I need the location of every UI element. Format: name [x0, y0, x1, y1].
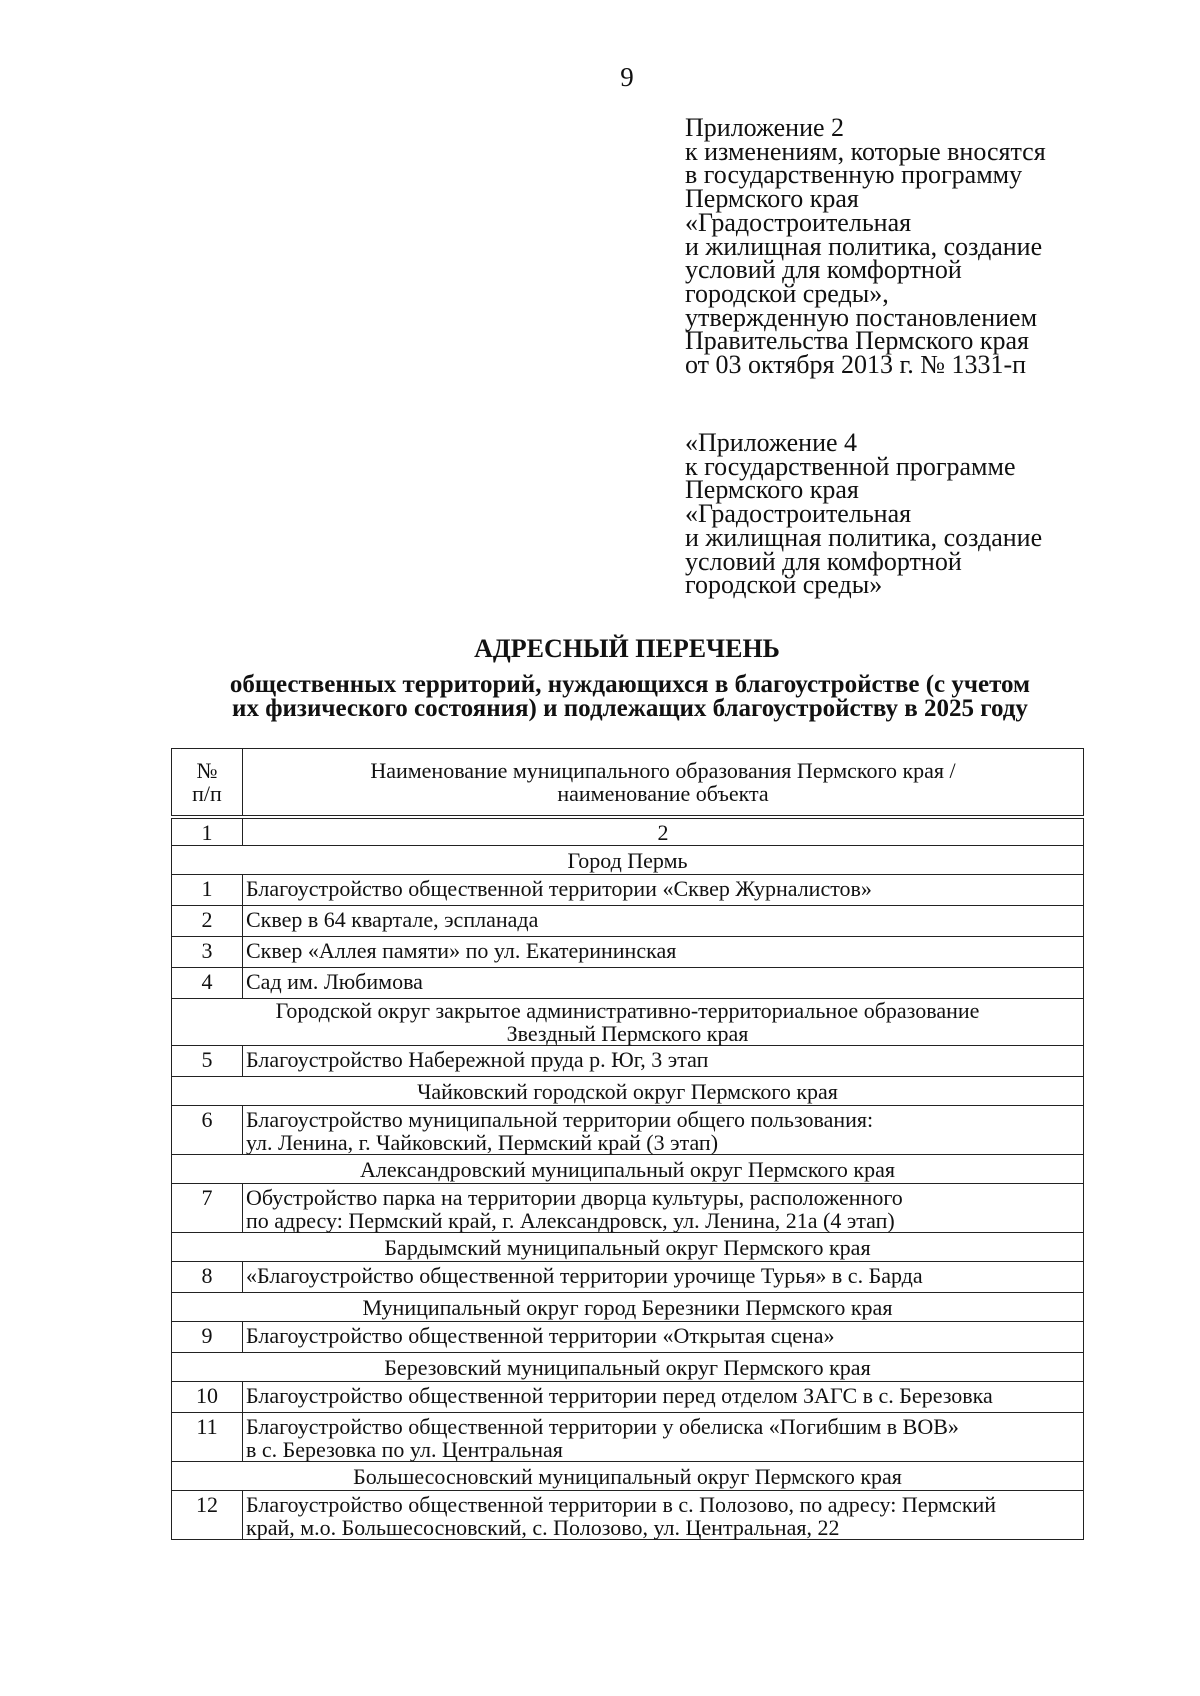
municipality-name: Александровский муниципальный округ Пермского края — [360, 1156, 895, 1182]
row-number: 12 — [172, 1491, 243, 1540]
table-row — [172, 1382, 1084, 1413]
municipality-name-cell — [172, 999, 1084, 1046]
object-name-cell — [243, 906, 1084, 937]
row-number: 5 — [172, 1046, 243, 1077]
document-subtitle — [160, 673, 1100, 721]
object-name-cell — [243, 1413, 1084, 1462]
municipality-group-row — [172, 1155, 1084, 1184]
appendix-2-line: утвержденную постановлением — [685, 302, 1038, 332]
municipality-name: Звездный Пермского края — [506, 1021, 749, 1046]
appendix-2-block — [685, 113, 1085, 380]
row-number: 2 — [172, 906, 243, 937]
municipality-name: Березовский муниципальный округ Пермского края — [384, 1354, 871, 1380]
municipality-name: Большесосновский муниципальный округ Пермского края — [353, 1463, 902, 1489]
appendix-2-line: к изменениям, которые вносятся — [685, 136, 1046, 166]
municipality-name-cell — [172, 1155, 1084, 1184]
municipality-group-row — [172, 1462, 1084, 1491]
row-number: 7 — [172, 1184, 243, 1233]
header-num-label: п/п — [192, 781, 222, 806]
object-name: Благоустройство общественной территории «Открытая сцена» — [246, 1323, 835, 1348]
table-row — [172, 1262, 1084, 1293]
municipality-name: Муниципальный округ город Березники Пермского края — [362, 1294, 893, 1320]
object-name-cell — [243, 1046, 1084, 1077]
municipality-name-cell — [172, 1233, 1084, 1262]
header-num-cell — [172, 749, 243, 818]
subtitle-line: общественных территорий, нуждающихся в благоустройстве (с учетом — [229, 671, 1031, 698]
row-number: 3 — [172, 937, 243, 968]
municipality-group-row — [172, 999, 1084, 1046]
appendix-2-line: Пермского края — [685, 184, 859, 214]
row-number: 6 — [172, 1106, 243, 1155]
municipality-name-cell — [172, 1293, 1084, 1322]
object-name: Благоустройство общественной территории перед отделом ЗАГС в с. Березовка — [246, 1383, 993, 1408]
object-name-cell — [243, 1262, 1084, 1293]
municipality-name: Бардымский муниципальный округ Пермского края — [384, 1234, 871, 1260]
column-number-cell: 2 — [243, 817, 1084, 846]
object-name: Благоустройство общественной территории у обелиска «Погибшим в ВОВ» — [246, 1414, 959, 1439]
municipality-name-cell — [172, 1353, 1084, 1382]
object-name-cell — [243, 1322, 1084, 1353]
object-name: в с. Березовка по ул. Центральная — [246, 1437, 563, 1462]
header-name-cell — [243, 749, 1084, 818]
object-name-cell — [243, 875, 1084, 906]
object-name: Сквер «Аллея памяти» по ул. Екатерининская — [246, 938, 677, 963]
row-number: 4 — [172, 968, 243, 999]
appendix-4-line: и жилищная политика, создание — [685, 522, 1043, 552]
address-list-table — [171, 748, 1084, 1540]
table-row — [172, 968, 1084, 999]
municipality-name-cell — [172, 1462, 1084, 1491]
header-name-label: наименование объекта — [557, 781, 769, 806]
municipality-name: Город Пермь — [567, 847, 688, 873]
row-number: 1 — [172, 875, 243, 906]
appendix-2-line: городской среды», — [685, 278, 889, 308]
table-row — [172, 1046, 1084, 1077]
appendix-2-line: и жилищная политика, создание — [685, 231, 1043, 261]
municipality-group-row — [172, 1077, 1084, 1106]
object-name: Благоустройство общественной территории «Сквер Журналистов» — [246, 876, 872, 901]
column-number-cell: 1 — [172, 817, 243, 846]
appendix-4-block — [685, 428, 1085, 600]
row-number: 8 — [172, 1262, 243, 1293]
header-num-label: № — [196, 758, 218, 783]
table-row — [172, 906, 1084, 937]
row-number: 10 — [172, 1382, 243, 1413]
object-name-cell — [243, 937, 1084, 968]
object-name: по адресу: Пермский край, г. Александровск, ул. Ленина, 21а (4 этап) — [246, 1208, 895, 1233]
object-name-cell — [243, 1382, 1084, 1413]
table-row — [172, 875, 1084, 906]
table-row — [172, 1413, 1084, 1462]
table-row — [172, 1491, 1084, 1540]
appendix-4-line: «Градостроительная — [685, 499, 912, 529]
appendix-2-line: «Градостроительная — [685, 207, 912, 237]
object-name: край, м.о. Большесосновский, с. Полозово, ул. Центральная, 22 — [246, 1515, 840, 1540]
table-row — [172, 937, 1084, 968]
municipality-name-cell — [172, 1077, 1084, 1106]
object-name-cell — [243, 1184, 1084, 1233]
appendix-4-line: Пермского края — [685, 475, 859, 505]
row-number: 11 — [172, 1413, 243, 1462]
appendix-4-line: условий для комфортной — [685, 546, 962, 576]
object-name: Благоустройство муниципальной территории общего пользования: — [246, 1107, 874, 1132]
column-number-row — [172, 817, 1084, 846]
subtitle-line: их физического состояния) и подлежащих благоустройству в 2025 году — [232, 695, 1028, 722]
municipality-group-row — [172, 1233, 1084, 1262]
table-row — [172, 1322, 1084, 1353]
appendix-2-line: Правительства Пермского края — [685, 326, 1029, 356]
object-name-cell — [243, 968, 1084, 999]
appendix-2-line: в государственную программу — [685, 160, 1023, 190]
object-name: ул. Ленина, г. Чайковский, Пермский край (3 этап) — [246, 1130, 719, 1155]
municipality-group-row — [172, 846, 1084, 875]
appendix-2-line: Приложение 2 — [685, 113, 845, 142]
municipality-name-cell — [172, 846, 1084, 875]
row-number: 9 — [172, 1322, 243, 1353]
appendix-4-line: к государственной программе — [685, 451, 1016, 481]
header-name-label: Наименование муниципального образования Пермского края / — [370, 758, 956, 783]
municipality-group-row — [172, 1353, 1084, 1382]
object-name: Благоустройство общественной территории в с. Полозово, по адресу: Пермский — [246, 1492, 997, 1517]
table-header-row — [172, 749, 1084, 818]
page-number: 9 — [620, 62, 634, 92]
object-name: Сквер в 64 квартале, эспланада — [246, 907, 539, 932]
object-name: Обустройство парка на территории дворца культуры, расположенного — [246, 1185, 903, 1210]
appendix-4-line: «Приложение 4 — [685, 428, 858, 457]
object-name: Сад им. Любимова — [246, 969, 423, 994]
table-row — [172, 1184, 1084, 1233]
appendix-4-line: городской среды» — [685, 570, 883, 600]
municipality-group-row — [172, 1293, 1084, 1322]
object-name-cell — [243, 1106, 1084, 1155]
object-name: Благоустройство Набережной пруда р. Юг, 3 этап — [246, 1047, 709, 1072]
municipality-name: Городской округ закрытое административно-территориальное образование — [275, 998, 980, 1023]
municipality-name: Чайковский городской округ Пермского края — [417, 1078, 838, 1104]
appendix-2-line: от 03 октября 2013 г. № 1331-п — [685, 350, 1027, 380]
object-name-cell — [243, 1491, 1084, 1540]
table-row — [172, 1106, 1084, 1155]
document-title: АДРЕСНЫЙ ПЕРЕЧЕНЬ — [474, 634, 780, 663]
object-name: «Благоустройство общественной территории урочище Турья» в с. Барда — [246, 1263, 923, 1288]
appendix-2-line: условий для комфортной — [685, 255, 962, 285]
